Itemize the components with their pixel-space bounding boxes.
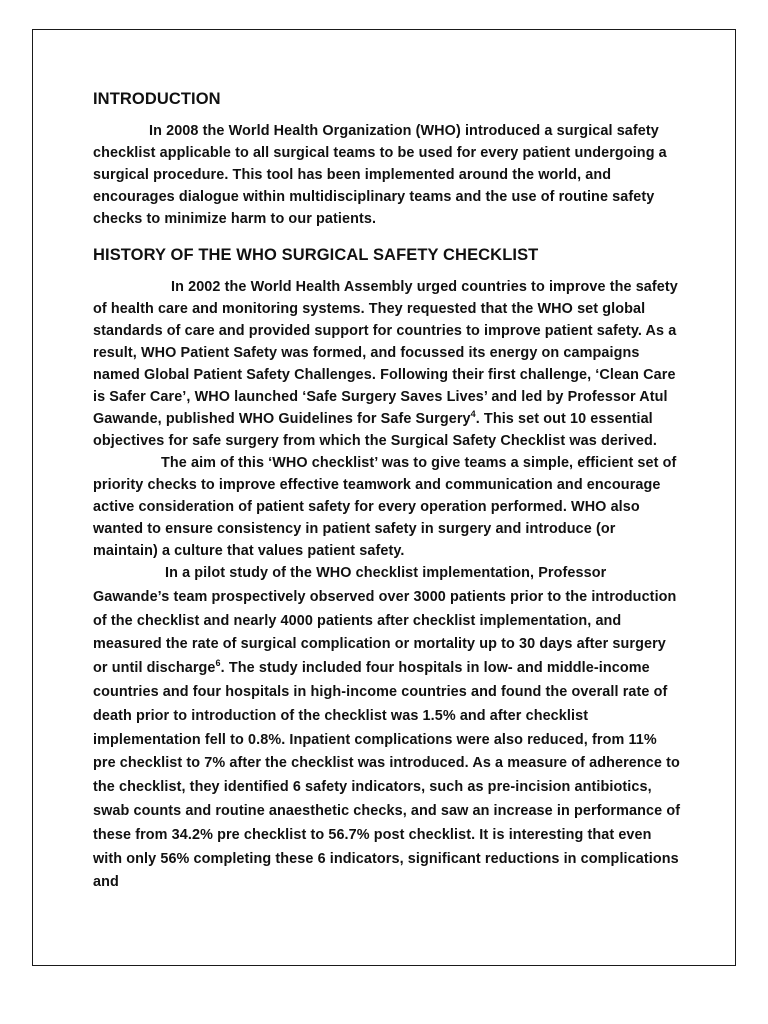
introduction-paragraph: In 2008 the World Health Organization (WHO) introduced a surgical safety checklist applicable to all surgical teams to be used for every patient undergoing a surgical procedure. This tool has been implemented around the world, and encourages dialogue within multidisciplinary teams and the use of routine safety checks to minimize harm to our patients.: [93, 123, 667, 227]
reference-6: 6: [215, 658, 221, 669]
history-heading: HISTORY OF THE WHO SURGICAL SAFETY CHECKLIST: [93, 246, 539, 264]
introduction-heading: INTRODUCTION: [93, 90, 221, 108]
history-paragraph-3-text-b: . The study included four hospitals in low- and middle-income countries and four hospitals in high-income countries and found the overall rate of death prior to introduction of the checklist was 1.5% and after checklist implementation fell to 0.8%. Inpatient complications were also reduced, from 11% pre checklist to 7% after the checklist was introduced. As a measure of adherence to the checklist, they identified 6 safety indicators, such as pre-incision antibiotics, swab counts and routine anaesthetic checks, and saw an increase in performance of these from 34.2% pre checklist to 56.7% post checklist. It is interesting that even with only 56% completing these 6 indicators, significant reductions in complications and: [93, 660, 681, 891]
document-body: [93, 86, 683, 895]
history-paragraph-1: [93, 276, 683, 452]
reference-4: 4: [470, 409, 476, 420]
history-paragraph-2: The aim of this ‘WHO checklist’ was to give teams a simple, efficient set of priority checks to improve effective teamwork and communication and encourage active consideration of patient safety for every operation performed. WHO also wanted to ensure consistency in patient safety in surgery and introduce (or maintain) a culture that values patient safety.: [93, 455, 677, 559]
history-paragraph-1-text-a: In 2002 the World Health Assembly urged countries to improve the safety of health care and monitoring systems. They requested that the WHO set global standards of care and provided support for countries to improve patient safety. As a result, WHO Patient Safety was formed, and focussed its energy on campaigns named Global Patient Safety Challenges. Following their first challenge, ‘Clean Care is Safer Care’, WHO launched ‘Safe Surgery Saves Lives’ and led by Professor Atul Gawande, published WHO Guidelines for Safe Surgery: [93, 279, 678, 427]
history-paragraph-3-text-a: In a pilot study of the WHO checklist implementation, Professor Gawande’s team prospectively observed over 3000 patients prior to the introduction of the checklist and nearly 4000 patients after checklist implementation, and measured the rate of surgical complication or mortality up to 30 days after surgery or until discharge: [93, 565, 677, 677]
history-paragraph-1-text-b: . This set out 10 essential objectives for safe surgery from which the Surgical Safety Checklist was derived.: [93, 411, 657, 449]
history-paragraph-3: [93, 562, 683, 895]
